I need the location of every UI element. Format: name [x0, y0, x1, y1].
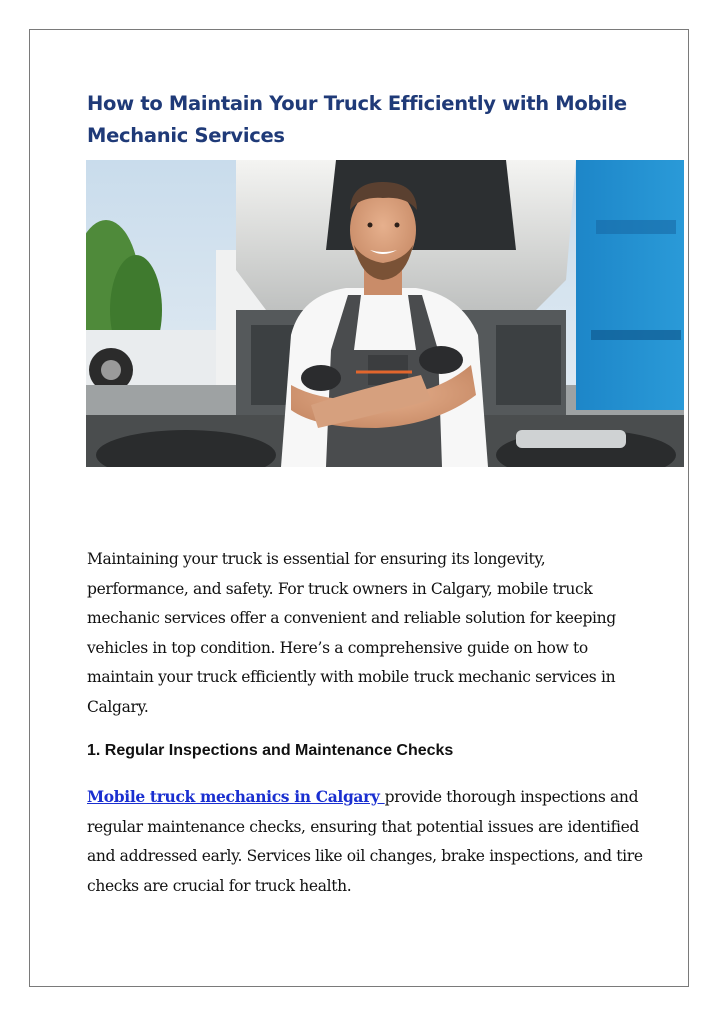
section-paragraph: [87, 782, 647, 901]
intro-paragraph: Maintaining your truck is essential for ensuring its longevity, performance, and safety. For truck owners in Calgary, mobile truck mechanic services offer a convenient and reliable solution for keeping vehicles in top condition. Here’s a comprehensive guide on how to maintain your truck efficiently with mobile truck mechanic services in Calgary.: [87, 550, 616, 716]
section-heading: 1. Regular Inspections and Maintenance Checks: [87, 742, 454, 759]
section-paragraph-text: provide thorough inspections and regular maintenance checks, ensuring that potential issues are identified and addressed early. Services like oil changes, brake inspections, and tire checks are crucial for truck health.: [87, 788, 643, 895]
document-title: How to Maintain Your Truck Efficiently with Mobile Mechanic Services: [87, 92, 627, 147]
photo-mechanic-truck-icon: [86, 160, 684, 467]
hero-image: [86, 160, 684, 467]
calgary-mechanics-link[interactable]: Mobile truck mechanics in Calgary: [87, 787, 385, 806]
